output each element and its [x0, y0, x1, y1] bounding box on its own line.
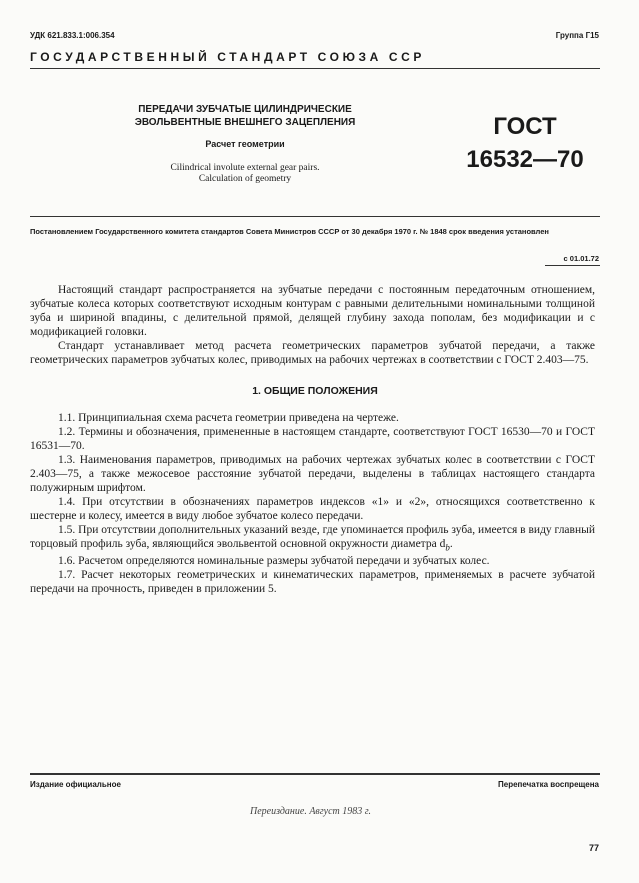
gost-number: 16532—70 — [466, 146, 584, 173]
page-number: 77 — [588, 843, 599, 853]
document-title — [100, 103, 390, 129]
effective-date: с 01.01.72 — [563, 254, 599, 263]
footer-divider — [30, 773, 600, 775]
english-title-line-2: Calculation of geometry — [198, 174, 292, 184]
english-title — [100, 163, 390, 185]
reprint-note: Переиздание. Август 1983 г. — [250, 806, 372, 817]
gost-label: ГОСТ — [493, 113, 557, 140]
standard-banner: ГОСУДАРСТВЕННЫЙ СТАНДАРТ СОЮЗА ССР — [30, 50, 425, 64]
reprint-label: Перепечатка воспрещена — [498, 780, 599, 789]
diameter-subscript: b — [445, 542, 450, 553]
banner-divider — [30, 68, 600, 69]
udk-code: УДК 621.833.1:006.354 — [30, 31, 115, 40]
english-title-line-1: Cilindrical involute external gear pairs. — [170, 163, 320, 173]
clause-1-7: 1.7. Расчет некоторых геометрических и кинематических параметров, применяемых в расчете зубчатой передачи на прочность, приведен в приложении 5. — [30, 569, 595, 596]
clause-1-2: 1.2. Термины и обозначения, примененные в настоящем стандарте, соответствуют ГОСТ 16530—70 и ГОСТ 16531—70. — [30, 426, 595, 452]
clause-1-3: 1.3. Наименования параметров, приводимых на рабочих чертежах зубчатых колес в соответствии с ГОСТ 2.403—75, а также межосевое расстояние зубчатой передачи, выделены в таблицах настоящего стандарта полужирным шрифтом. — [30, 454, 595, 494]
clause-1-1: 1.1. Принципиальная схема расчета геометрии приведена на чертеже. — [58, 412, 399, 424]
intro-text — [30, 283, 595, 367]
clause-1-5-text: 1.5. При отсутствии дополнительных указаний везде, где упоминается профиль зуба, имеется в виду главный торцовый профиль зуба, являющийся эвольвентой основной окружности диаметра d — [30, 524, 595, 550]
clause-1-4: 1.4. При отсутствии в обозначениях параметров индексов «1» и «2», относящихся соответственно к шестерне и колесу, имеется в виду любое зубчатое колесо передачи. — [30, 496, 595, 522]
section-heading: 1. ОБЩИЕ ПОЛОЖЕНИЯ — [252, 385, 378, 397]
title-line-1: ПЕРЕДАЧИ ЗУБЧАТЫЕ ЦИЛИНДРИЧЕСКИЕ — [138, 104, 352, 115]
date-underline — [545, 265, 600, 266]
title-line-2: ЭВОЛЬВЕНТНЫЕ ВНЕШНЕГО ЗАЦЕПЛЕНИЯ — [134, 117, 356, 128]
decree-text: Постановлением Государственного комитета стандартов Совета Министров СССР от 30 декабря 1970 г. № 1848 срок введения установлен — [30, 227, 549, 236]
intro-paragraph: Стандарт устанавливает метод расчета геометрических параметров зубчатой передачи, а также геометрических параметров зубчатых колес, приводимых на рабочих чертежах в соответствии с ГОСТ 2.403—75. — [30, 340, 595, 366]
clause-1-5: 1.5. При отсутствии дополнительных указаний везде, где упоминается профиль зуба, имеется в виду главный торцовый профиль зуба, являющийся эвольвентой основной окружности диаметра $d_b$. — [30, 524, 595, 553]
document-subtitle: Расчет геометрии — [205, 139, 285, 149]
clause-1-6: 1.6. Расчетом определяются номинальные размеры зубчатой передачи и зубчатых колес. — [58, 555, 490, 568]
group-code: Группа Г15 — [555, 31, 599, 40]
section-body — [30, 411, 595, 596]
edition-label: Издание официальное — [30, 780, 121, 789]
intro-paragraph: Настоящий стандарт распространяется на зубчатые передачи с постоянным передаточным отношением, зубчатые колеса которых соответствуют исходным контурам с равными делительными номинальными толщиной зуба и шириной впадины, с делительной прямой, делящей глубину захода пополам, без модификации и с модификацией головки. — [30, 284, 595, 338]
title-divider — [30, 216, 600, 217]
